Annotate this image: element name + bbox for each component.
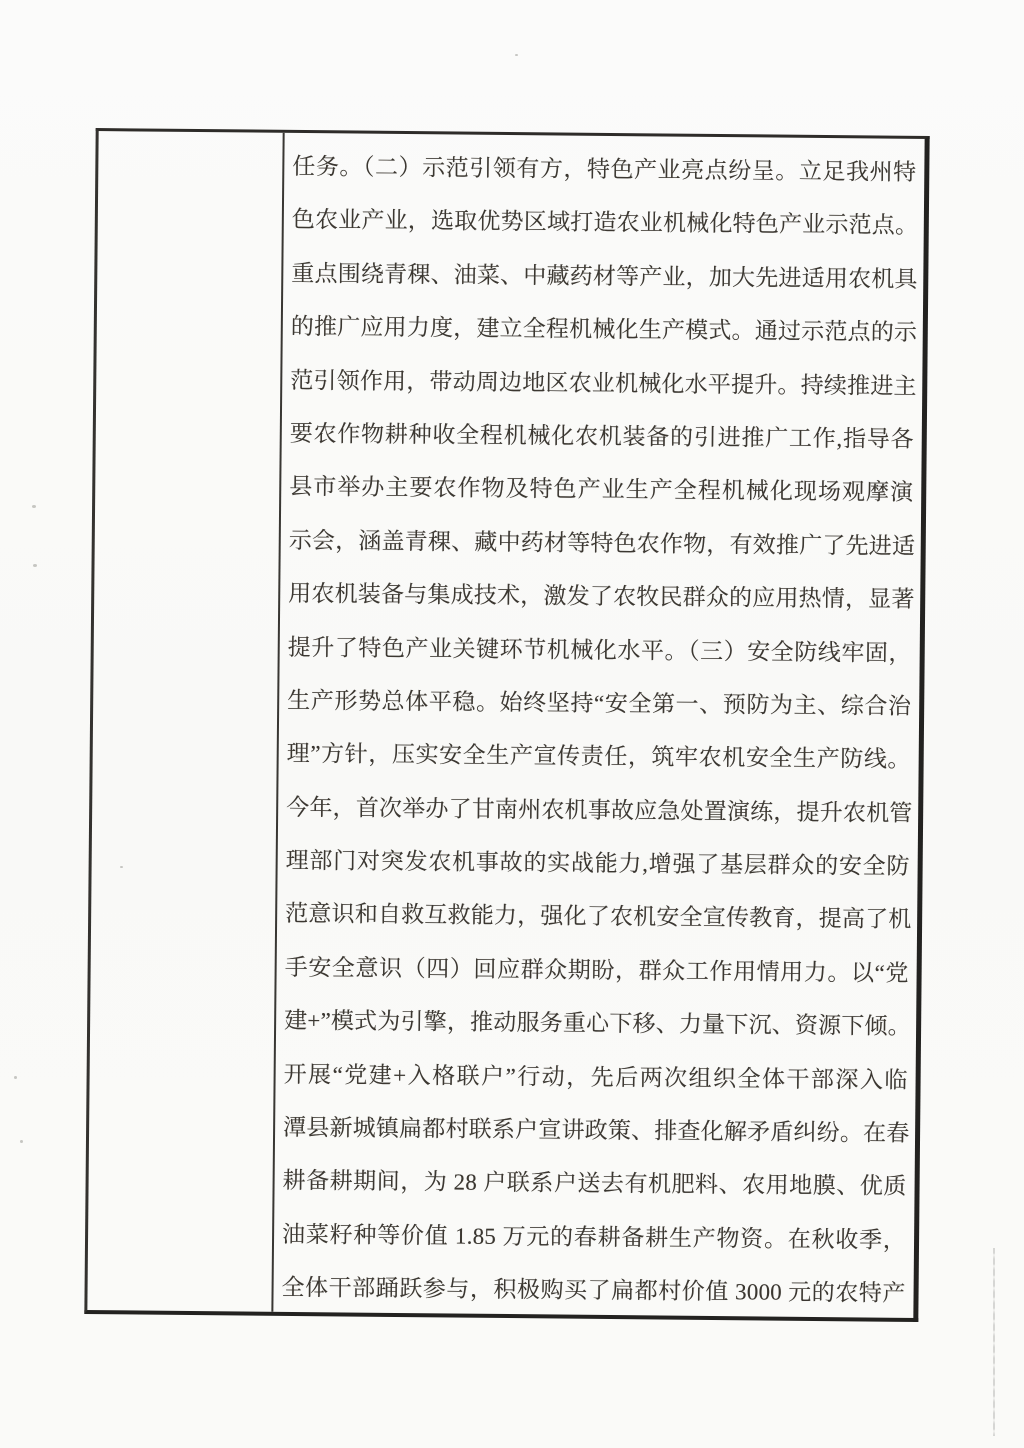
scan-speck — [120, 866, 123, 868]
text-line: 全体干部踊跃参与，积极购买了扁都村价值 3000 元的农特产 — [281, 1275, 906, 1307]
scan-speck — [32, 505, 36, 508]
report-table — [84, 128, 929, 1322]
text-line: 开展“党建+入格联户”行动，先后两次组织全体干部深入临 — [283, 1061, 908, 1093]
text-line: 耕备耕期间，为 28 户联系户送去有机肥料、农用地膜、优质 — [282, 1168, 907, 1200]
table-cell-content — [273, 133, 924, 1318]
text-line: 提升了特色产业关键环节机械化水平。（三）安全防线牢固， — [287, 634, 912, 666]
text-line: 用农机装备与集成技术，激发了农牧民群众的应用热情，显著 — [288, 581, 915, 613]
scan-speck — [33, 564, 37, 567]
scan-speck — [515, 54, 518, 56]
text-line: 任务。（二）示范引领有方，特色产业亮点纷呈。立足我州特 — [292, 153, 917, 185]
text-line: 色农业产业，选取优势区域打造农业机械化特色产业示范点。 — [291, 207, 919, 239]
text-line: 的推广应用力度，建立全程机械化生产模式。通过示范点的示 — [290, 314, 918, 346]
text-line: 理部门对突发农机事故的实战能力,增强了基层群众的安全防 — [285, 847, 910, 879]
text-line: 油菜籽种等价值 1.85 万元的春耕备耕生产物资。在秋收季， — [281, 1221, 907, 1253]
table-cell-label — [87, 131, 284, 1312]
text-line: 今年，首次举办了甘南州农机事故应急处置演练，提升农机管 — [286, 794, 913, 826]
text-line: 要农作物耕种收全程机械化农机装备的引进推广工作,指导各 — [289, 420, 914, 452]
text-line: 县市举办主要农作物及特色产业生产全程机械化现场观摩演 — [289, 474, 914, 506]
paragraph-text — [281, 140, 919, 1318]
text-line: 示会，涵盖青稞、藏中药材等特色农作物，有效推广了先进适 — [288, 527, 916, 559]
text-line: 潭县新城镇扁都村联系户宣讲政策、排查化解矛盾纠纷。在春 — [283, 1114, 910, 1146]
text-line: 建+”模式为引擎，推动服务重心下移、力量下沉、资源下倾。 — [284, 1008, 912, 1040]
text-line: 范引领作用，带动周边地区农业机械化水平提升。持续推进主 — [290, 367, 917, 399]
text-line: 重点围绕青稞、油菜、中藏药材等产业，加大先进适用农机具 — [291, 260, 918, 292]
text-line: 理”方针，压实安全生产宣传责任，筑牢农机安全生产防线。 — [286, 741, 911, 773]
scan-speck — [20, 1140, 23, 1143]
scan-edge-artifact — [993, 1248, 995, 1436]
text-line: 手安全意识（四）回应群众期盼，群众工作用情用力。以“党 — [284, 954, 909, 986]
scan-speck — [14, 1076, 17, 1079]
text-line: 范意识和自救互救能力，强化了农机安全宣传教育，提高了机 — [285, 901, 912, 933]
text-line: 生产形势总体平稳。始终坚持“安全第一、预防为主、综合治 — [287, 687, 912, 719]
